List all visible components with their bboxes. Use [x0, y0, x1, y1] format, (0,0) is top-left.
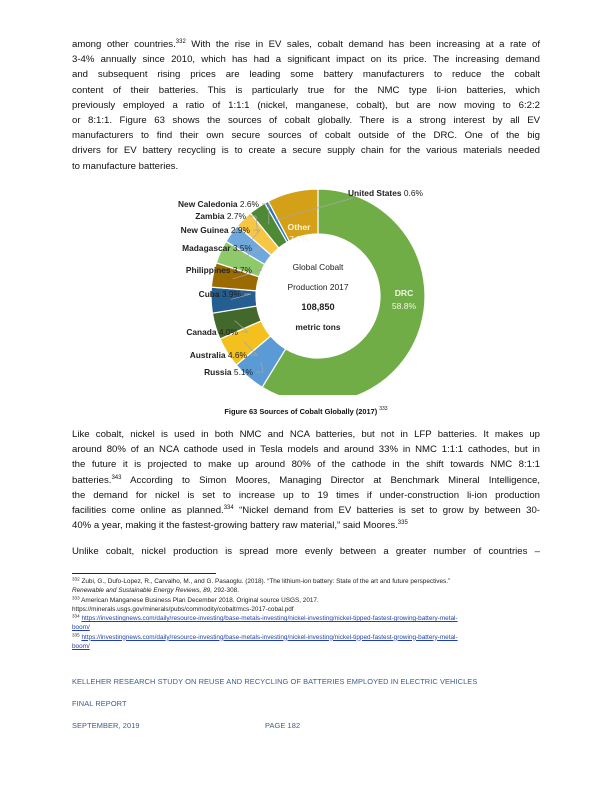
- footnote-link-cont[interactable]: boom/: [72, 624, 90, 632]
- label-philippines: Philippines 3.7%: [185, 265, 252, 275]
- donut-chart-svg: [150, 180, 460, 395]
- label-canada: Canada 4.0%: [186, 327, 238, 337]
- text-line: manufacturers to find their own secure sources of cobalt outside of the DRC. One of the big: [72, 130, 540, 142]
- footnote-link[interactable]: https://investingnews.com/daily/resource-investing/base-metals-investing/nickel-investing/nickel-tipped-fastest-growing-battery-metal-: [81, 633, 458, 641]
- label-other-pct: 7.7%: [289, 234, 309, 244]
- center-title: Global Cobalt: [292, 262, 344, 272]
- footnote-ref[interactable]: 334: [223, 505, 234, 512]
- source-url: https://minerals.usgs.gov/minerals/pubs/commodity/cobalt/mcs-2017-cobal.pdf: [72, 605, 294, 613]
- text-line: drivers for EV battery recycling is to create a secure supply chain for the various materials needed: [72, 145, 540, 157]
- footnote-335: $^{335}$ https://investingnews.com/daily/resource-investing/base-metals-investing/nickel-investing/nickel-tipped-fastest-growing-battery-metal- boom/: [72, 632, 458, 650]
- text-line: batteries.$^{343}$ According to Simon Moores, Managing Director at Benchmark Mineral Intelligence,: [72, 474, 540, 486]
- footnote-332: $^{332}$ Zubi, G., Dufo-Lopez, R., Carvalho, M., and G. Pasaoglu. (2018). “The lithium-ion battery: State of the art and future perspectives.” Renewable and Sustainable Energy Reviews, 89, 292-308.: [72, 576, 451, 595]
- center-total: 108,850: [301, 302, 335, 312]
- label-australia: Australia 4.6%: [189, 350, 247, 360]
- label-drc-pct: 58.8%: [391, 301, 417, 311]
- footnote-ref[interactable]: 332: [175, 39, 186, 45]
- text-line: among other countries.$^{332}$ With the rise in EV sales, cobalt demand has been increasing at a rate of: [72, 39, 540, 50]
- body-paragraph-nickel-production: [72, 544, 540, 559]
- footnote-link-cont[interactable]: boom/: [72, 642, 90, 650]
- label-russia: Russia 5.1%: [204, 367, 253, 377]
- label-new-guinea: New Guinea 2.9%: [180, 225, 250, 235]
- footer-report-title: KELLEHER RESEARCH STUDY ON REUSE AND RECYCLING OF BATTERIES EMPLOYED IN ELECTRIC VEHICLES: [72, 677, 478, 686]
- text-line: 40% a year, making it the fastest-growing battery raw material,” said Moores.$^{335}$: [72, 520, 408, 532]
- footnote-divider: [72, 573, 216, 574]
- text-line: Unlike cobalt, nickel production is spread more evenly between a greater number of countries –: [72, 546, 540, 557]
- footer-page-number: PAGE 182: [265, 721, 301, 730]
- label-other: Other: [287, 222, 311, 232]
- text-line: to manufacture batteries.: [72, 160, 179, 172]
- text-line: and subsequent rising prices are leading some battery manufacturers to reduce the cobalt: [72, 69, 540, 81]
- footnote-ref[interactable]: 335: [397, 520, 408, 527]
- center-unit: metric tons: [295, 322, 341, 332]
- footer-date: SEPTEMBER, 2019: [72, 721, 140, 730]
- text-line: Like cobalt, nickel is used in both NMC and NCA batteries, but not in LFP batteries. It makes up: [72, 429, 540, 440]
- label-new-caledonia: New Caledonia 2.6%: [178, 199, 259, 209]
- text-line: content of their batteries. This is particularly true for the NMC type li-ion batteries, which: [72, 84, 540, 96]
- footnote-ref[interactable]: 343: [111, 474, 122, 481]
- text-line: or 8:1:1. Figure 63 shows the sources of cobalt globally. There is a strong interest by all EV: [72, 115, 540, 127]
- cobalt-sources-donut-chart: [150, 180, 460, 395]
- label-cuba: Cuba 3.9%: [198, 289, 241, 299]
- center-subtitle: Production 2017: [287, 282, 349, 292]
- text-line: facilities come online as planned.$^{334}$ “Nickel demand from EV batteries is set to grow by between 30-: [72, 505, 540, 517]
- footnote-link[interactable]: https://investingnews.com/daily/resource-investing/base-metals-investing/nickel-investing/nickel-tipped-fastest-growing-battery-metal-: [81, 615, 458, 622]
- text-line: previously employed a ratio of 1:1:1 (nickel, manganese, cobalt), but are now moving to 6:2:2: [72, 99, 540, 111]
- label-united-states: United States 0.6%: [348, 188, 423, 198]
- footer-report-label: FINAL REPORT: [72, 699, 127, 708]
- label-drc: DRC: [394, 288, 414, 298]
- footnote-333: $^{333}$ American Manganese Business Plan December 2018. Original source USGS, 2017. https://minerals.usgs.gov/minerals/pubs/commodity/cobalt/mcs-2017-cobal.pdf: [72, 595, 319, 613]
- body-paragraph-nickel: [72, 427, 540, 533]
- footnote-334: $^{334}$ https://investingnews.com/daily/resource-investing/base-metals-investing/nickel-investing/nickel-tipped-fastest-growing-battery-metal- boom/: [72, 613, 458, 632]
- label-zambia: Zambia 2.7%: [195, 211, 246, 221]
- text-line: the future it is projected to make up around 80% of the cathode in the shift towards NMC 8:1:1: [72, 459, 540, 471]
- text-line: the demand for nickel is set to increase up to 19 times if under-construction li-ion production: [72, 489, 540, 501]
- figure-caption: Figure 63 Sources of Cobalt Globally (2017) $^{333}$: [224, 406, 388, 416]
- text-line: around 80% of an NCA cathode used in Tesla models and around 33% in NMC 1:1:1 cathodes, but in: [72, 444, 540, 456]
- text-line: 3-4% annually since 2010, which has had a significant impact on its price. The increasing demand: [72, 54, 540, 66]
- label-madagascar: Madagascar 3.5%: [182, 243, 252, 253]
- footnote-ref[interactable]: 333: [379, 406, 388, 412]
- body-paragraph-cobalt-demand: [72, 37, 540, 174]
